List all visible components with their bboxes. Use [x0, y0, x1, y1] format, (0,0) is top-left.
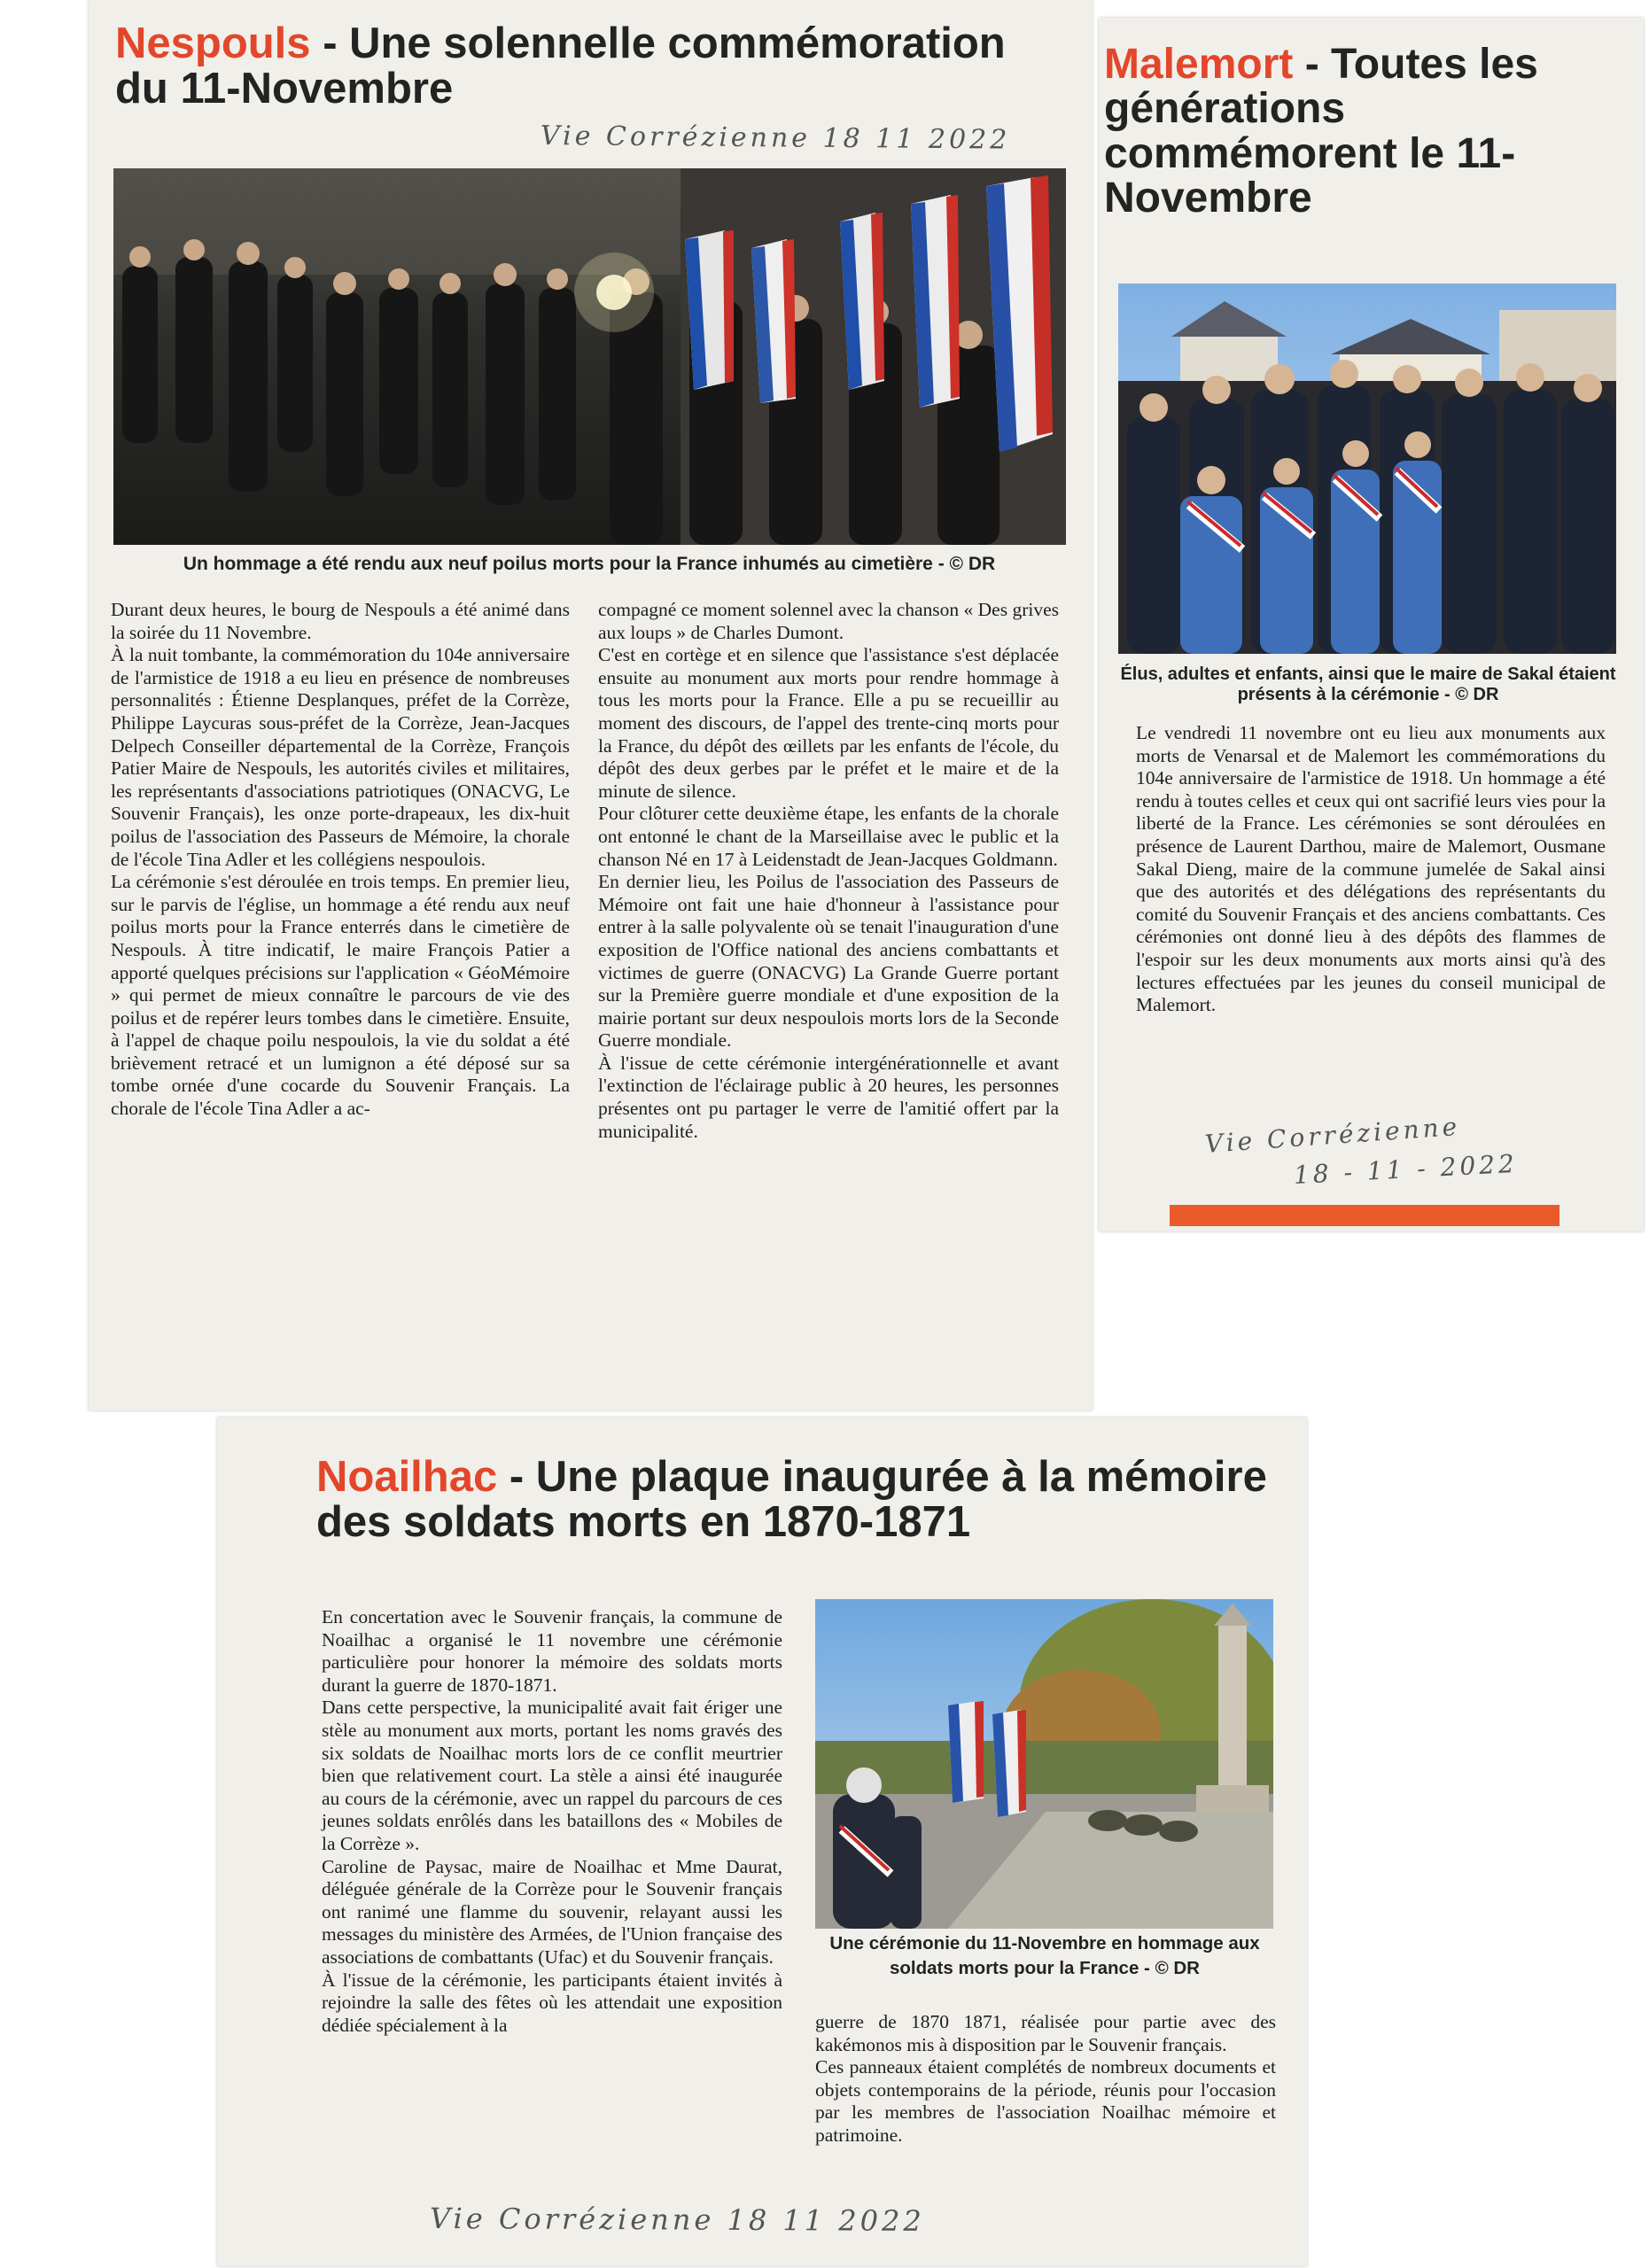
- malemort-body: Le vendredi 11 novembre ont eu lieu aux monuments aux morts de Venarsal et de Malemort les commémorations du 104e anniversaire de l'armistice de 1918. Un hommage a été rendu à toutes celles et ceux qui ont sacrifié leurs vies pour la liberté de la France. Les cérémonies se sont déroulées en présence de Laurent Darthou, maire de Malemort, Ousmane Sakal Dieng, maire de la commune jumelée de Sakal ainsi que des autorités et des délégations des représentants du comité du Souvenir Français et des anciens combattants. Ces cérémonies ont donné lieu à des dépôts des flammes de l'espoir sur les deux monuments aux morts ainsi qu'à des lectures effectuées par les jeunes du conseil municipal de Malemort.: [1136, 722, 1606, 1016]
- malemort-photo: [1118, 284, 1616, 654]
- noailhac-headline: [316, 1455, 1273, 1546]
- noailhac-col1-paragraph: En concertation avec le Souvenir français, la commune de Noailhac a organisé le 11 novembre une cérémonie particulière pour honorer la mémoire des soldats morts durant la guerre de 1870-1871.: [322, 1606, 782, 1696]
- malemort-photo-image: [1118, 284, 1616, 654]
- noailhac-column-1: [322, 1606, 782, 2037]
- nespouls-handwritten-note: Vie Corrézienne 18 11 2022: [540, 120, 1011, 156]
- noailhac-col2-paragraph: Ces panneaux étaient complétés de nombreux documents et objets contemporains de la période, réunis pour l'occasion par les membres de l'association Noailhac mémoire et patrimoine.: [815, 2056, 1276, 2146]
- noailhac-col1-paragraph: Dans cette perspective, la municipalité avait fait ériger une stèle au monument aux morts, portant les noms gravés des six soldats de Noailhac morts lors de ce conflit meurtrier bien que relativement court. La stèle a ainsi été inaugurée au cours de la cérémonie, avec un rappel du parcours de ces jeunes soldats enrôlés dans les bataillons des « Mobiles de la Corrèze ».: [322, 1697, 782, 1854]
- malemort-red-band: [1170, 1205, 1560, 1226]
- noailhac-col1-paragraph: À l'issue de la cérémonie, les participants étaient invités à rejoindre la salle des fêtes où les attendait une exposition dédiée spécialement à la: [322, 1969, 782, 2036]
- clipping-noailhac: [217, 1418, 1307, 2266]
- nespouls-column-1: [111, 599, 570, 1121]
- nespouls-col2-paragraph: Pour clôturer cette deuxième étape, les enfants de la chorale ont entonné le chant de la Marseillaise avec le public et la chanson Né en 17 à Leidenstadt de Jean-Jacques Goldmann.: [598, 803, 1059, 870]
- malemort-location: Malemort: [1104, 41, 1294, 88]
- clipping-malemort: [1099, 18, 1644, 1231]
- noailhac-photo: [815, 1599, 1273, 1929]
- malemort-handwritten-note-1: Vie Corrézienne: [1203, 1111, 1462, 1159]
- noailhac-col2-paragraph: guerre de 1870 1871, réalisée pour partie avec des kakémonos mis à disposition par le Souvenir français.: [815, 2011, 1276, 2055]
- noailhac-photo-caption: Une cérémonie du 11-Novembre en hommage aux soldats morts pour la France - © DR: [829, 1933, 1260, 1978]
- noailhac-handwritten-note: Vie Corrézienne 18 11 2022: [429, 2202, 925, 2238]
- nespouls-headline-text: - Une solennelle commémoration du 11-Novembre: [115, 19, 1006, 113]
- nespouls-col1-paragraph: À la nuit tombante, la commémoration du 104e anniversaire de l'armistice de 1918 a eu lieu en présence de nombreuses personnalités : Étienne Desplanques, préfet de la Corrèze, Philippe Laycuras sous-préfet de la Corrèze, Jean-Jacques Delpech Conseiller départemental de la Corrèze, François Patier Maire de Nespouls, les autorités civiles et militaires, les représentants d'associations patriotiques (ONACVG, Le Souvenir Français), les onze porte-drapeaux, les dix-huit poilus de l'association des Passeurs de Mémoire, la chorale de l'école Tina Adler et les collégiens nespoulois.: [111, 644, 570, 870]
- clipping-nespouls: [89, 0, 1093, 1410]
- nespouls-headline: [115, 21, 1054, 113]
- malemort-photo-caption: Élus, adultes et enfants, ainsi que le maire de Sakal étaient présents à la cérémonie - © DR: [1120, 664, 1616, 704]
- nespouls-photo: [113, 168, 1066, 545]
- nespouls-location: Nespouls: [115, 19, 311, 67]
- malemort-headline-text: - Toutes les générations commémorent le 11-Novembre: [1104, 41, 1538, 222]
- nespouls-photo-caption: Un hommage a été rendu aux neuf poilus morts pour la France inhumés au cimetière - © DR: [183, 554, 996, 574]
- malemort-headline: [1104, 43, 1636, 221]
- noailhac-headline-text: - Une plaque inaugurée à la mémoire des soldats morts en 1870-1871: [316, 1453, 1267, 1547]
- nespouls-col1-paragraph: Durant deux heures, le bourg de Nespouls a été animé dans la soirée du 11 Novembre.: [111, 599, 570, 643]
- nespouls-col2-paragraph: À l'issue de cette cérémonie intergénérationnelle et avant l'extinction de l'éclairage public à 20 heures, les personnes présentes ont pu partager le verre de l'amitié offert par la municipalité.: [598, 1052, 1059, 1142]
- noailhac-location: Noailhac: [316, 1453, 498, 1501]
- nespouls-photo-image: [113, 168, 1066, 545]
- noailhac-column-2: [815, 2011, 1276, 2148]
- nespouls-column-2: [598, 599, 1059, 1143]
- nespouls-col2-paragraph: En dernier lieu, les Poilus de l'association des Passeurs de Mémoire ont fait une haie d'honneur à l'assistance pour entrer à la salle polyvalente où se tenait l'inauguration d'une exposition de l'Office national des anciens combattants et victimes de guerre (ONACVG) La Grande Guerre portant sur la Première guerre mondiale et d'une exposition de la mairie portant sur deux nespoulois morts lors de la Seconde Guerre mondiale.: [598, 871, 1059, 1052]
- nespouls-col2-paragraph: compagné ce moment solennel avec la chanson « Des grives aux loups » de Charles Dumont.: [598, 599, 1059, 643]
- noailhac-col1-paragraph: Caroline de Paysac, maire de Noailhac et Mme Daurat, déléguée générale de la Corrèze pour le Souvenir français ont ranimé une flamme du souvenir, relayant aussi les messages du ministère des Armées, de l'Union française des associations de combattants (Ufac) et du Souvenir français.: [322, 1855, 782, 1968]
- nespouls-col2-paragraph: C'est en cortège et en silence que l'assistance s'est déplacée ensuite au monument aux morts pour rendre hommage à tous les morts pour la France. Elle a pu se recueillir au moment des discours, de l'appel des trente-cinq morts pour la France, du dépôt des œillets par les enfants de l'école, du dépôt des deux gerbes par le préfet et le maire et de la minute de silence.: [598, 644, 1059, 802]
- malemort-handwritten-note-2: 18 - 11 - 2022: [1293, 1148, 1519, 1190]
- nespouls-col1-paragraph: La cérémonie s'est déroulée en trois temps. En premier lieu, sur le parvis de l'église, un hommage a été rendu aux neuf poilus morts pour la France enterrés dans le cimetière de Nespouls. À titre indicatif, le maire François Patier a apporté quelques précisions sur l'application « GéoMémoire » qui permet de mieux connaître le parcours de vie des poilus et de repérer leurs tombes dans le cimetière. Ensuite, à l'appel de chaque poilu nespoulois, la vie du soldat a été brièvement retracé et un lumignon a été déposé sur sa tombe ornée d'une cocarde du Souvenir Français. La chorale de l'école Tina Adler a ac-: [111, 871, 570, 1120]
- noailhac-photo-image: [815, 1599, 1273, 1929]
